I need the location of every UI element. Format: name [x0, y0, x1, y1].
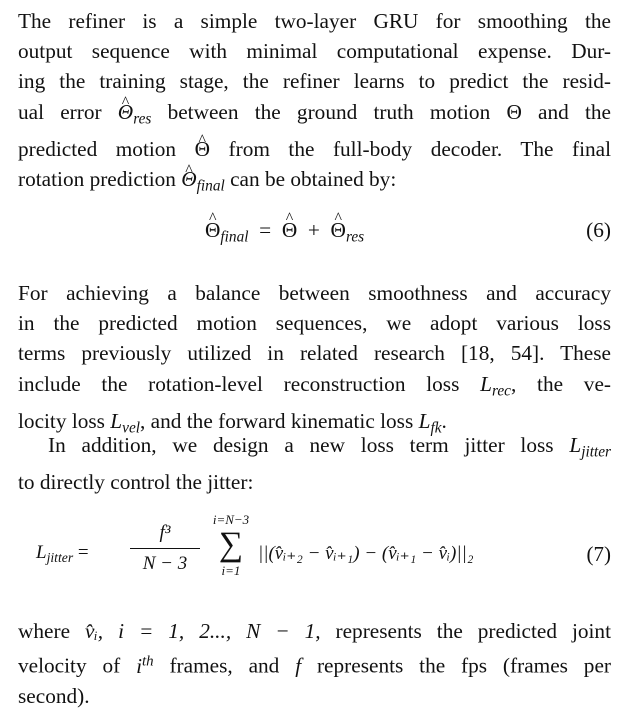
symbol-l: L — [418, 409, 431, 434]
fraction-denominator: N − 3 — [142, 553, 188, 574]
paragraph-jitter-intro — [18, 430, 611, 498]
summation — [206, 512, 256, 578]
subscript-rec: rec — [491, 381, 511, 399]
subscript-final: final — [196, 177, 225, 195]
text-line — [18, 134, 611, 164]
subscript-jitter: jitter — [581, 443, 612, 461]
sum-lower-limit: i=1 — [221, 563, 241, 578]
text-fragment: , and the forward kinematic loss — [140, 409, 414, 434]
theta-hat: ^ Θ — [118, 97, 133, 127]
text-line: ing the training stage, the refiner learns to predict the resid- — [18, 69, 611, 94]
equation-number: (6) — [586, 218, 611, 242]
theta-hat: ^ Θ — [331, 218, 346, 243]
subscript-res: res — [133, 109, 152, 127]
equals-sign: = — [77, 542, 89, 563]
fraction — [130, 520, 200, 577]
text-fragment: velocity of — [18, 653, 121, 678]
subscript-fk: fk — [430, 419, 442, 437]
text-fragment: where — [18, 619, 71, 643]
text-fragment: represents the predicted joint — [335, 619, 611, 643]
theta-hat: ^ Θ — [205, 218, 220, 243]
plus-sign: + — [307, 218, 320, 242]
equation-number: (7) — [586, 542, 611, 566]
fraction-bar — [130, 548, 200, 549]
text-fragment: represents the fps (frames per — [316, 653, 611, 678]
text-line — [18, 430, 611, 467]
text-fragment: and the — [538, 99, 611, 124]
equation-6 — [0, 218, 621, 254]
math-theta-final — [181, 167, 225, 195]
math-ith — [136, 654, 154, 678]
theta-hat: ^ Θ — [181, 164, 196, 194]
symbol-f: f — [295, 653, 302, 678]
text-line: in the predicted motion sequences, we adopt various loss — [18, 311, 611, 336]
math-theta-hat: ^ Θ — [195, 134, 210, 164]
text-line — [18, 97, 611, 134]
subscript-final: final — [220, 228, 249, 246]
subscript-vel: vel — [122, 419, 141, 437]
paragraph-losses — [18, 278, 611, 444]
text-line — [18, 616, 611, 646]
summation-expression: ||(v̂ᵢ₊₂ − v̂ᵢ₊₁) − (v̂ᵢ₊₁ − v̂ᵢ)||₂ — [258, 543, 474, 564]
text-fragment: rotation prediction — [18, 167, 176, 192]
text-line: output sequence with minimal computational expense. Dur- — [18, 39, 611, 64]
math-velocity-def: v̂ᵢ, i = 1, 2..., N − 1, — [84, 619, 321, 643]
sigma-symbol: ∑ — [218, 526, 244, 563]
fraction-numerator: f³ — [159, 522, 171, 543]
text-fragment: , the ve- — [510, 371, 612, 396]
text-fragment: frames, and — [169, 653, 280, 678]
math-l-jitter — [569, 433, 612, 461]
text-fragment: between the ground truth motion — [167, 99, 491, 124]
symbol-l: L — [110, 409, 123, 434]
subscript-res: res — [345, 228, 365, 246]
equation-6-body — [205, 218, 364, 246]
text-line: The refiner is a simple two-layer GRU for smoothing the — [18, 9, 611, 33]
text-line — [18, 164, 611, 201]
symbol-l: L — [480, 371, 492, 396]
math-theta-res — [117, 99, 152, 127]
math-theta: Θ — [506, 99, 522, 124]
text-fragment: In addition, we design a new loss term jitter loss — [48, 433, 554, 457]
text-line: to directly control the jitter: — [18, 470, 254, 495]
text-fragment: . — [441, 409, 447, 434]
text-line: terms previously utilized in related research [18, 54]. These — [18, 341, 611, 366]
text-fragment: locity loss — [18, 409, 105, 434]
paragraph-where — [18, 616, 611, 711]
equation-7-lhs — [36, 542, 89, 566]
superscript-th: th — [141, 653, 154, 670]
symbol-l: L — [569, 433, 582, 457]
text-fragment: predicted motion — [18, 137, 177, 162]
sum-upper-limit: i=N−3 — [212, 512, 250, 527]
equals-sign: = — [259, 218, 272, 242]
text-line: second). — [18, 683, 90, 708]
text-fragment: include the rotation-level reconstruction loss — [18, 371, 460, 396]
subscript-jitter: jitter — [46, 549, 74, 565]
symbol-i: i — [136, 653, 142, 678]
text-line: For achieving a balance between smoothness and accuracy — [18, 281, 611, 305]
text-line — [18, 646, 611, 681]
theta-hat: ^ Θ — [282, 218, 297, 243]
math-l-rec — [480, 371, 511, 399]
paragraph-refiner — [18, 6, 611, 202]
symbol-l: L — [36, 542, 47, 563]
equation-7 — [0, 512, 621, 594]
text-line — [18, 369, 611, 406]
text-fragment: from the full-body decoder. The final — [228, 137, 612, 162]
text-fragment: can be obtained by: — [230, 167, 397, 192]
text-fragment: ual error — [18, 99, 102, 124]
